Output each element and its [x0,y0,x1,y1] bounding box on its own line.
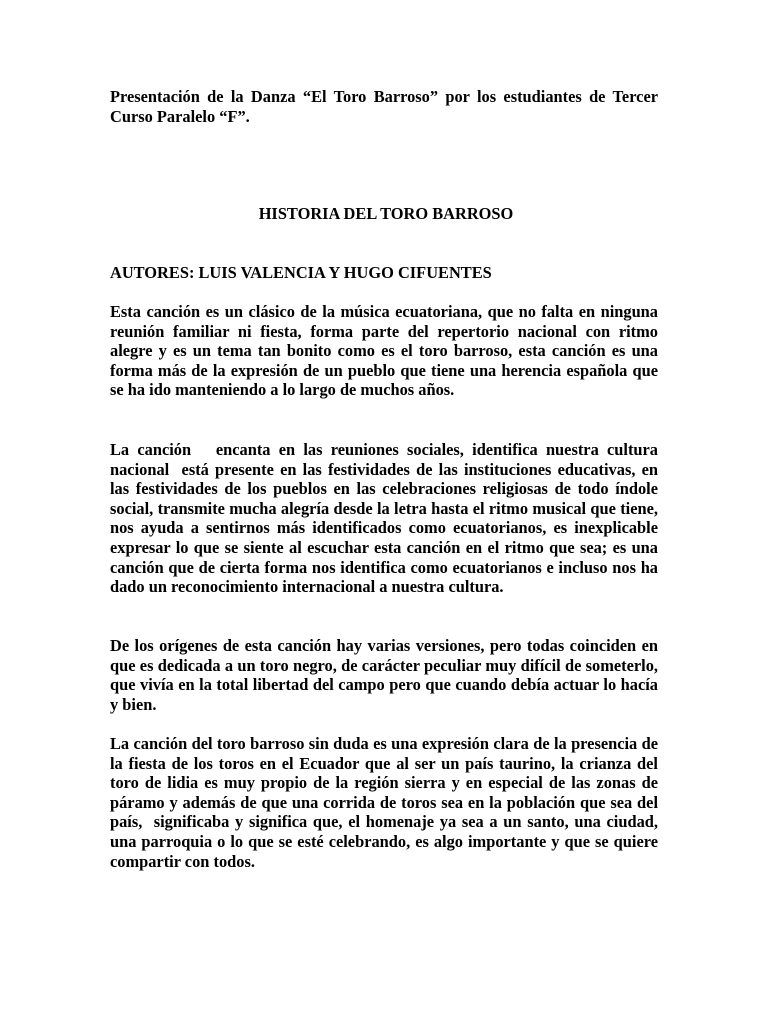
paragraph-1: Esta canción es un clásico de la música ecuatoriana, que no falta en ninguna reunión familiar ni fiesta, forma parte del repertorio nacional con ritmo alegre y es un tema tan bonito como es el toro barroso, esta canción es una forma más de la expresión de un pueblo que tiene una herencia española que se ha ido manteniendo a lo largo de muchos años. [110,302,663,400]
document-title: HISTORIA DEL TORO BARROSO [258,204,514,223]
paragraph-2: La canción encanta en las reuniones sociales, identifica nuestra cultura nacional está presente en las festividades de las instituciones educativas, en las festividades de los pueblos en las celebraciones religiosas de todo índole social, transmite mucha alegría desde la letra hasta el ritmo musical que tiene, nos ayuda a sentirnos más identificados como ecuatorianos, es inexplicable expresar lo que se siente al escuchar esta canción en el ritmo que sea; es una canción que de cierta forma nos identifica como ecuatorianos e incluso nos ha dado un reconocimiento internacional a nuestra cultura. [110,440,663,597]
intro-text: Presentación de la Danza “El Toro Barroso” por los estudiantes de Tercer Curso Paralelo “F”. [110,87,658,126]
paragraph-3: De los orígenes de esta canción hay varias versiones, pero todas coinciden en que es dedicada a un toro negro, de carácter peculiar muy difícil de someterlo, que vivía en la total libertad del campo pero que cuando debía actuar lo hacía y bien. [110,636,658,714]
authors-line: AUTORES: LUIS VALENCIA Y HUGO CIFUENTES [110,263,492,282]
paragraph-4: La canción del toro barroso sin duda es una expresión clara de la presencia de la fiesta de los toros en el Ecuador que al ser un país taurino, la crianza del toro de lidia es muy propio de la región sierra y en especial de las zonas de páramo y además de que una corrida de toros sea en la población que sea del país, significaba y significa que, el homenaje ya sea a un santo, una ciudad, una parroquia o lo que se esté celebrando, es algo importante y que se quiere compartir con todos. [110,734,663,871]
